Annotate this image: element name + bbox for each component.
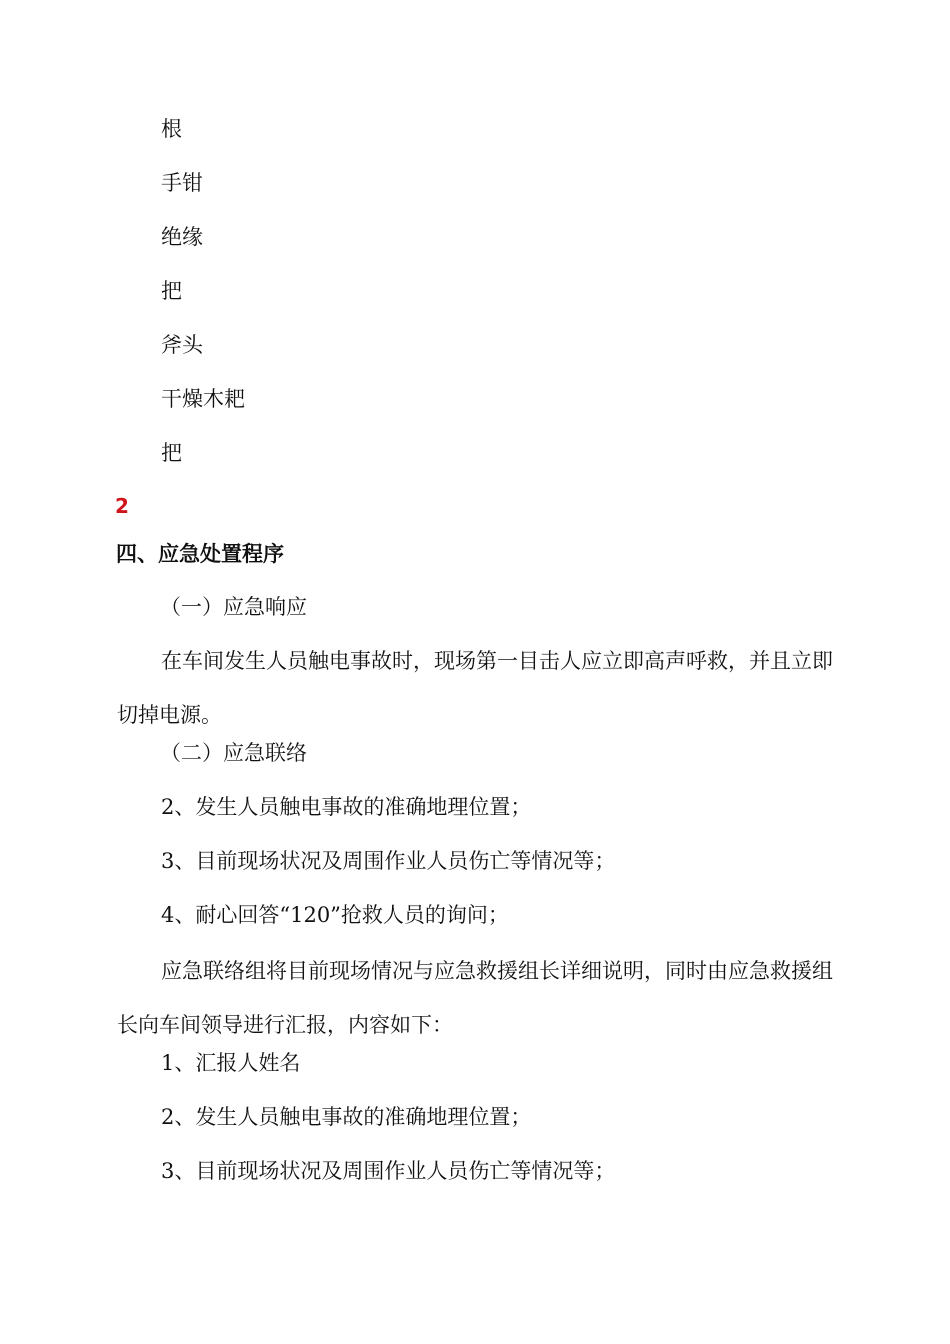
equipment-item: 把 <box>161 279 182 303</box>
equipment-item: 干燥木耙 <box>161 387 245 411</box>
list-item: 2、发生人员触电事故的准确地理位置； <box>161 1105 532 1129</box>
subsection-title: （一）应急响应 <box>160 595 307 619</box>
subsection-title: （二）应急联络 <box>160 741 307 765</box>
paragraph: 应急联络组将目前现场情况与应急救援组长详细说明，同时由应急救援组长向车间领导进行汇报，内容如下： <box>117 959 833 1037</box>
list-item: 3、目前现场状况及周围作业人员伤亡等情况等； <box>161 849 616 873</box>
list-item: 2、发生人员触电事故的准确地理位置； <box>161 795 532 819</box>
equipment-item: 根 <box>161 117 182 141</box>
list-item: 4、耐心回答“120”抢救人员的询问； <box>161 903 509 927</box>
equipment-item: 斧头 <box>161 333 203 357</box>
page-number: 2 <box>115 494 129 518</box>
equipment-item: 绝缘 <box>161 225 203 249</box>
paragraph: 在车间发生人员触电事故时，现场第一目击人应立即高声呼救，并且立即切掉电源。 <box>117 649 833 727</box>
list-item: 1、汇报人姓名 <box>161 1051 301 1075</box>
section-title: 四、应急处置程序 <box>116 542 284 566</box>
list-item: 3、目前现场状况及周围作业人员伤亡等情况等； <box>161 1159 616 1183</box>
equipment-item: 手钳 <box>161 171 203 195</box>
equipment-item: 把 <box>161 441 182 465</box>
